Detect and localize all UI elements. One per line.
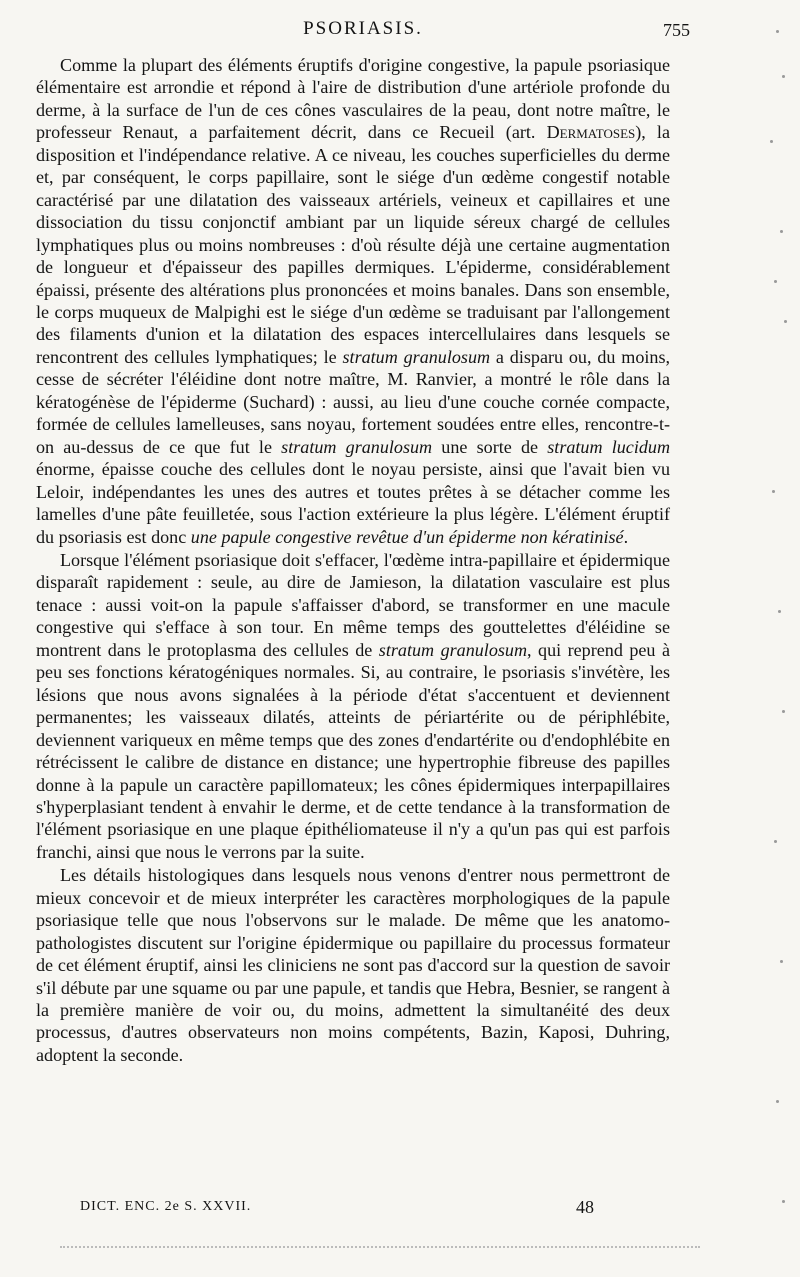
text-segment: .: [623, 526, 629, 547]
text-segment: Lorsque l'élément psoriasique doit s'effacer, l'œdème intra-papillaire et épidermique disparaît rapidement : seule, au dire de Jamieson, la dilatation vasculaire est plus tenace : aussi voit-on la papule s'affaisser d'abord, se transformer en une macule congestive qui s'efface à son tour. En même temps des gouttelettes d'éléidine se montrent dans le protoplasma des cellules de: [36, 549, 670, 660]
page-footer: [36, 1197, 670, 1221]
text-segment: , qui reprend peu à peu ses fonctions kératogéniques normales. Si, au contraire, le psoriasis s'invétère, les lésions que nous avons signalées à la période d'état s'accentuent et deviennent permanentes; les vaisseaux dilatés, atteints de périartérite ou de périphlébite, deviennent variqueux en même temps que des zones d'endartérite ou d'endophlébite en rétrécissent le calibre de distance en distance; une hypertrophie fibreuse des papilles donne à la papule un caractère papillomateux; les cônes épidermiques interpapillaires s'hyperplasiant tendent à envahir le derme, et de cette tendance à la transformation de l'élément psoriasique en une plaque épithéliomateuse il n'y a qu'un pas qui est parfois franchi, ainsi que nous le verrons par la suite.: [36, 639, 670, 862]
running-title: PSORIASIS.: [303, 18, 423, 39]
page-header: [36, 18, 690, 46]
text-segment: Comme la plupart des éléments éruptifs d'origine congestive, la papule psoriasique élémentaire est arrondie et répond à l'aire de distribution d'une artériole profonde du derme, à la surface de l'un de ces cônes vasculaires de la peau, dont notre maître, le professeur Renaut, a parfaitement décrit, dans ce Recueil (art.: [36, 55, 670, 143]
text-segment: une sorte de: [432, 436, 548, 457]
text-segment: ), la disposition et l'indépendance relative. A ce niveau, les couches superficielles du derme et, par conséquent, le corps papillaire, sont le siége d'un œdème congestif notable caractérisé par une dilatation des vaisseaux artériels, veineux et capillaires et une dissociation du tissu conjonctif ambiant par un liquide séreux chargé de cellules lymphatiques plus ou moins nombreuses : d'où résulte déjà une certaine augmentation de longueur et d'épaisseur des papilles dermiques. L'épiderme, considérablement épaissi, présente des altérations plus prononcées et moins banales. Dans son ensemble, le corps muqueux de Malpighi est le siége d'un œdème se traduisant par l'allongement des filaments d'union et la dilatation des espaces intercellulaires dans lesquels se rencontrent des cellules lymphatiques; le: [36, 122, 670, 367]
text-segment: une papule congestive revêtue d'un épiderme non kératinisé: [190, 526, 624, 547]
paragraph-2: [36, 549, 670, 863]
text-segment: stratum granulosum: [281, 436, 433, 457]
text-segment: a disparu ou, du moins, cesse de sécréter l'éléidine dont notre maître, M. Ranvier, a montré le rôle dans la kératogénèse de l'épiderme (Suchard) : aussi, au lieu d'une couche cornée compacte, formée de cellules lamelleuses, sans noyau, fortement soudées entre elles, rencontre-t-on au-dessus de ce que fut le: [36, 346, 671, 457]
page-number: 755: [663, 20, 690, 40]
scan-edge-specks: [762, 20, 792, 1250]
sheet-number: 48: [576, 1197, 594, 1217]
paragraph-3: [36, 864, 670, 1066]
text-segment: Dermatoses: [546, 122, 636, 143]
text-segment: stratum granulosum: [378, 639, 528, 660]
body-text: [36, 54, 670, 1066]
text-segment: stratum lucidum: [547, 436, 671, 457]
text-segment: Les détails histologiques dans lesquels nous venons d'entrer nous permettront de mieux concevoir et de mieux interpréter les caractères morphologiques de la papule psoriasique telle que nous l'observons sur le malade. De même que les anatomo-pathologistes discutent sur l'origine épidermique ou papillaire du processus formateur de cet élément éruptif, ainsi les cliniciens ne sont pas d'accord sur la question de savoir s'il débute par une squame ou par une papule, et tandis que Hebra, Besnier, se rangent à la première manière de voir ou, du moins, admettent la simultanéité des deux processus, d'autres observateurs non moins compétents, Bazin, Kaposi, Duhring, adoptent la seconde.: [36, 865, 670, 1065]
text-segment: énorme, épaisse couche des cellules dont le noyau persiste, ainsi que l'avait bien vu Leloir, indépendantes les unes des autres et toutes prêtes à se détacher comme les lamelles d'une pâte feuilletée, sous l'action extérieure la plus légère. L'élément éruptif du psoriasis est donc: [36, 459, 670, 547]
paragraph-1: [36, 54, 670, 548]
text-segment: stratum granulosum: [342, 346, 491, 367]
printer-signature: DICT. ENC. 2e S. XXVII.: [80, 1199, 252, 1214]
scan-edge-dots: [60, 1246, 700, 1248]
